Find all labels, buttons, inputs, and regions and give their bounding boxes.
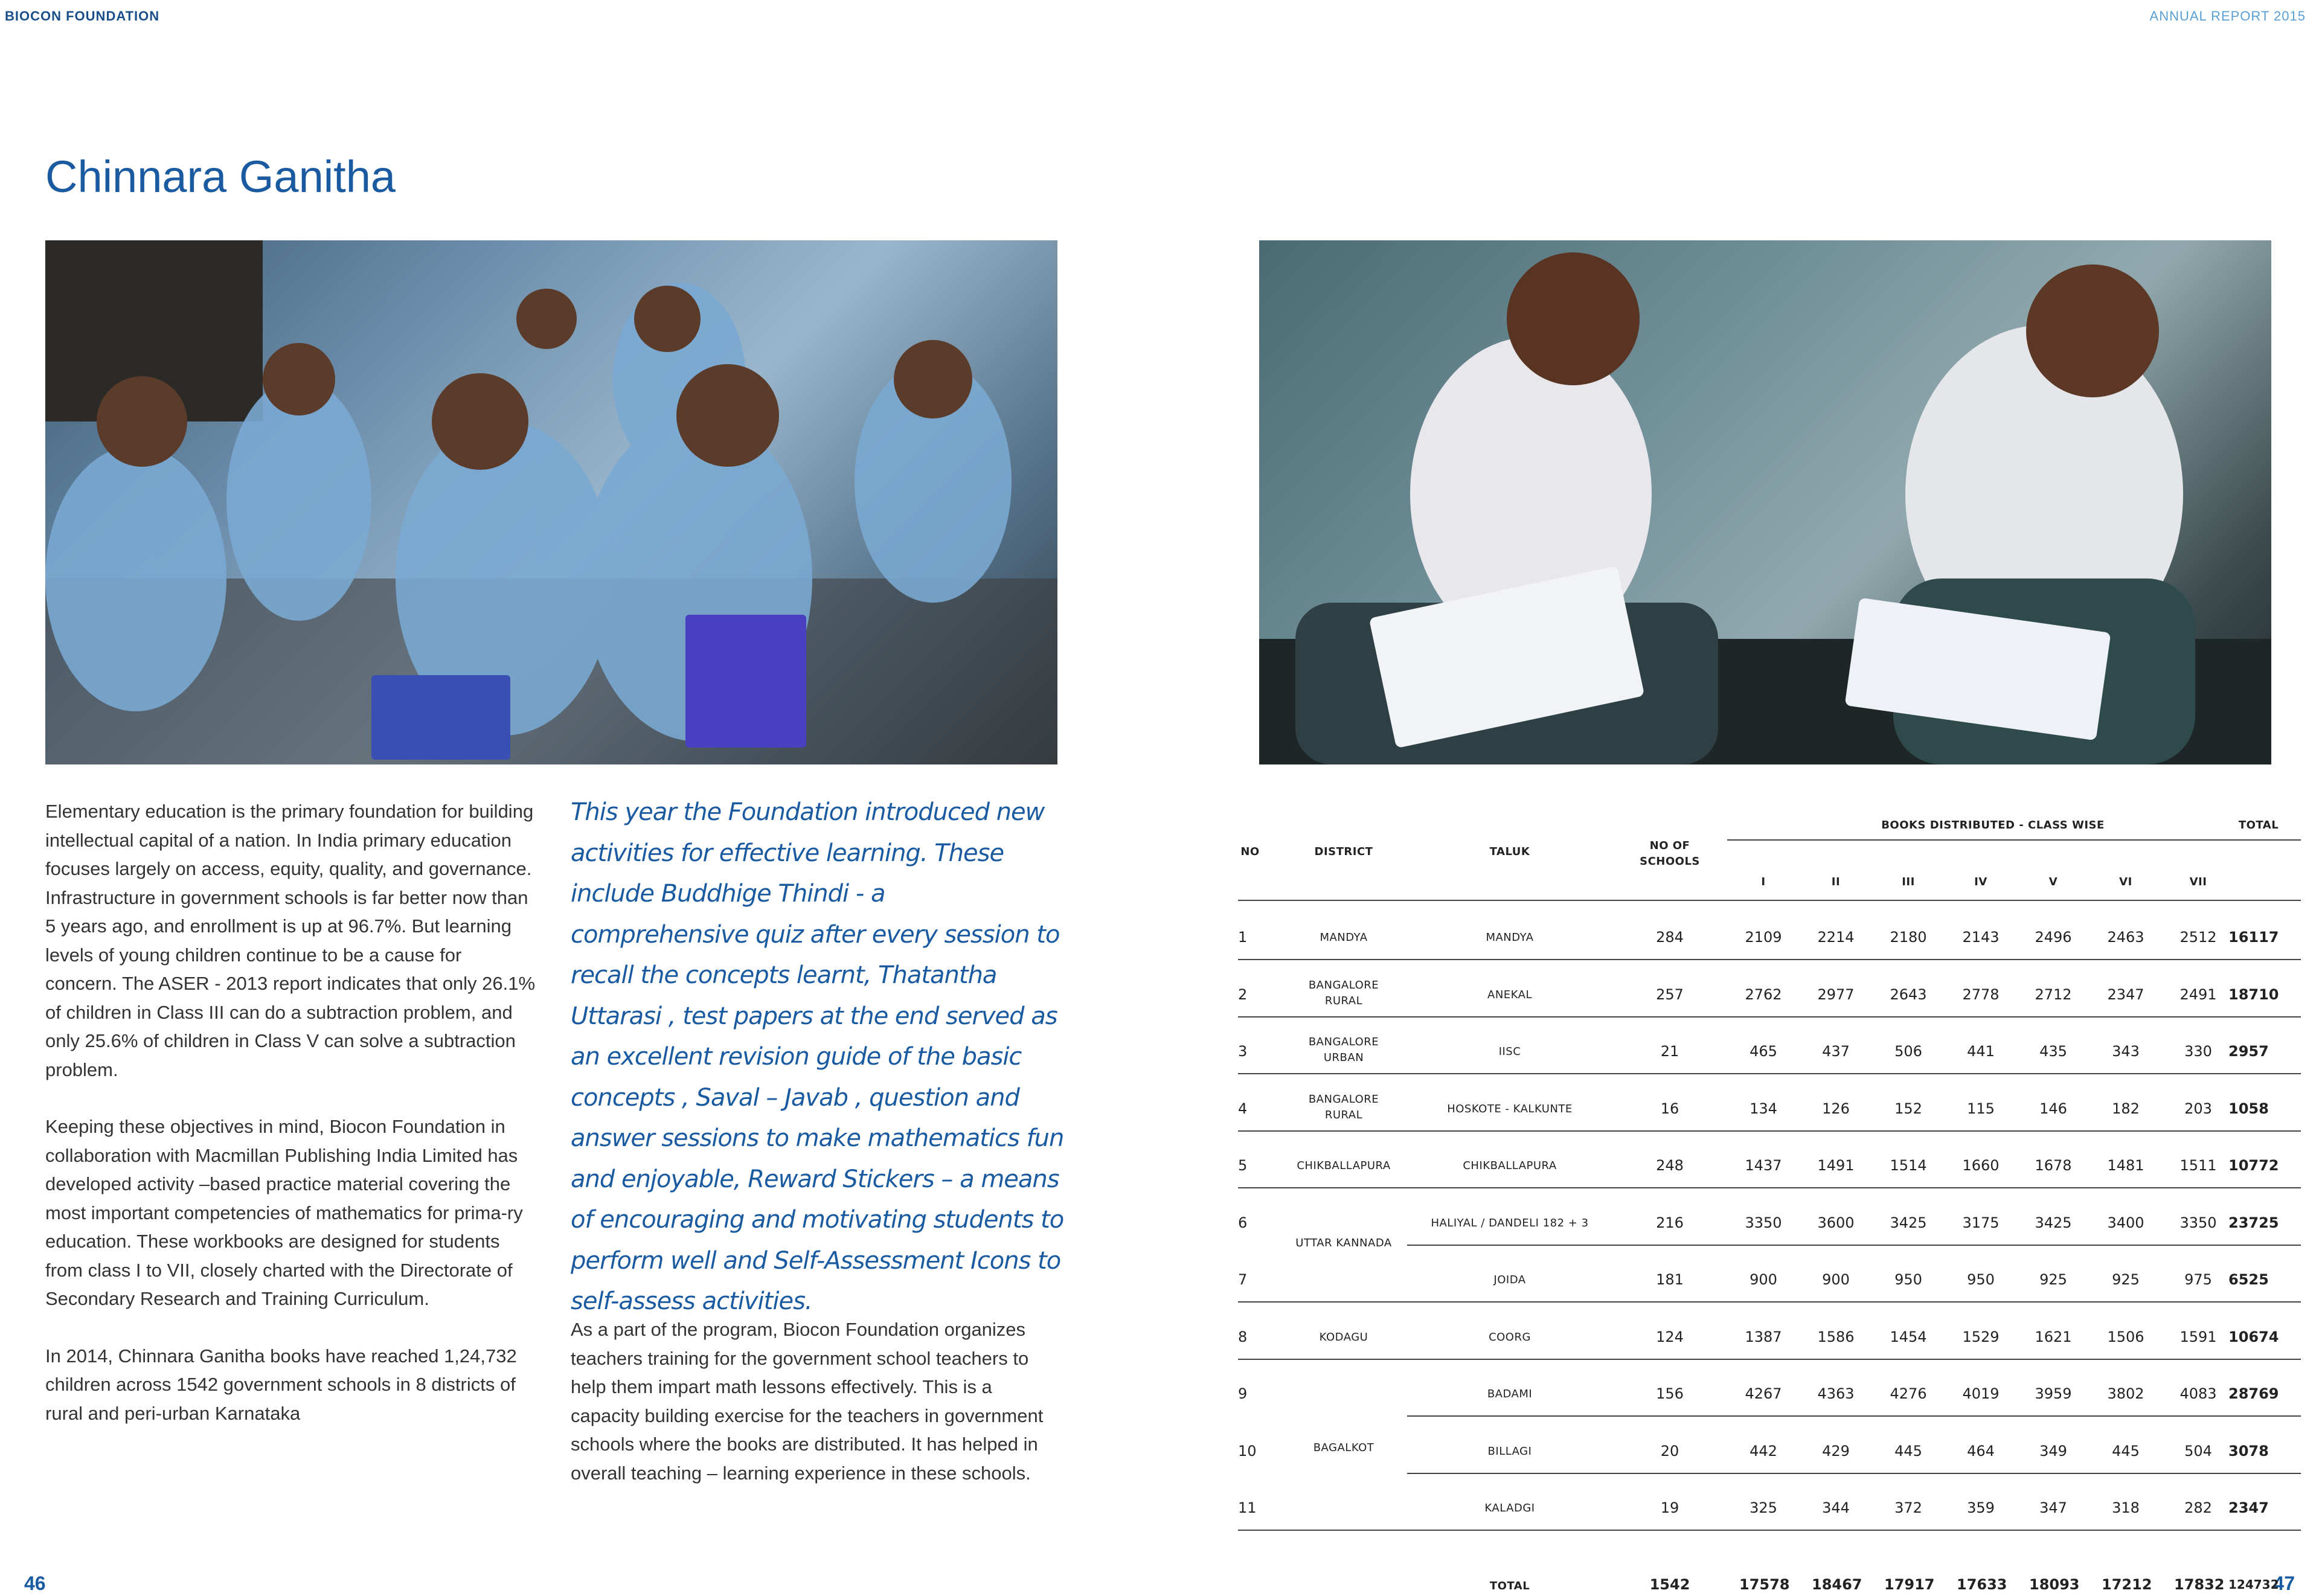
- class-2-cell: 2977: [1817, 985, 1855, 1003]
- class-7-cell: 975: [2184, 1271, 2212, 1288]
- header-class-6: VI: [2119, 876, 2132, 888]
- class-5-cell: 1621: [2035, 1328, 2072, 1345]
- row-number: 5: [1238, 1157, 1248, 1174]
- class-6-cell: 182: [2112, 1100, 2140, 1117]
- total-cell: 2347: [2228, 1499, 2269, 1516]
- district-cell: CHIKBALLAPURA: [1297, 1159, 1391, 1172]
- class-3-cell: 950: [1894, 1271, 1922, 1288]
- header-class-1: I: [1761, 876, 1766, 888]
- row-number: 7: [1238, 1271, 1248, 1288]
- header-class-2: II: [1831, 876, 1841, 888]
- class-4-cell: 441: [1967, 1043, 1995, 1060]
- class-2-cell: 4363: [1817, 1385, 1855, 1402]
- class-1-cell: 325: [1750, 1499, 1777, 1516]
- taluk-cell: HALIYAL / DANDELI 182 + 3: [1431, 1216, 1589, 1229]
- page-number-left: 46: [24, 1572, 46, 1594]
- class-4-cell: 3175: [1962, 1214, 2000, 1231]
- row-number: 11: [1238, 1499, 1257, 1516]
- class-7-cell: 2512: [2179, 929, 2217, 946]
- class-5-cell: 1678: [2035, 1157, 2072, 1174]
- schools-cell: 181: [1656, 1271, 1684, 1288]
- district-cell: BANGALORE RURAL: [1308, 1092, 1379, 1121]
- students-reading-photo: [1259, 240, 2271, 764]
- class-2-cell: 900: [1822, 1271, 1850, 1288]
- class-7-cell: 4083: [2179, 1385, 2217, 1402]
- class-4-cell: 359: [1967, 1499, 1995, 1516]
- row-rule: [1407, 1245, 2301, 1246]
- grand-total: 124732: [2228, 1577, 2279, 1592]
- class-5-cell: 435: [2039, 1043, 2067, 1060]
- row-rule: [1238, 1530, 2301, 1531]
- taluk-cell: MANDYA: [1486, 931, 1534, 944]
- header-district: DISTRICT: [1314, 845, 1373, 858]
- class-7-cell: 504: [2184, 1442, 2212, 1460]
- class-2-cell: 2214: [1817, 929, 1855, 946]
- class-3-cell: 4276: [1890, 1385, 1927, 1402]
- header-no: NO: [1240, 845, 1260, 858]
- header-books-group: BOOKS DISTRIBUTED - CLASS WISE: [1881, 819, 2105, 832]
- total-class-5: 18093: [2029, 1575, 2080, 1593]
- workbook: [371, 675, 510, 760]
- total-cell: 6525: [2228, 1271, 2269, 1288]
- taluk-cell: BADAMI: [1487, 1388, 1533, 1400]
- schools-cell: 16: [1660, 1100, 1679, 1117]
- class-4-cell: 2143: [1962, 929, 2000, 946]
- class-1-cell: 134: [1750, 1100, 1777, 1117]
- header-bottom-rule: [1238, 900, 2301, 901]
- schools-cell: 156: [1656, 1385, 1684, 1402]
- row-number: 9: [1238, 1385, 1248, 1402]
- taluk-cell: KALADGI: [1484, 1502, 1535, 1514]
- schools-cell: 284: [1656, 929, 1684, 946]
- class-6-cell: 2347: [2107, 985, 2144, 1003]
- schools-cell: 21: [1660, 1043, 1679, 1060]
- row-number: 8: [1238, 1328, 1248, 1345]
- schools-cell: 19: [1660, 1499, 1679, 1516]
- row-rule: [1238, 1359, 2301, 1360]
- class-5-cell: 925: [2039, 1271, 2067, 1288]
- row-rule: [1407, 1473, 2301, 1474]
- class-4-cell: 950: [1967, 1271, 1995, 1288]
- class-4-cell: 2778: [1962, 985, 2000, 1003]
- total-class-7: 17832: [2174, 1575, 2225, 1593]
- classroom-photo: [45, 240, 1057, 764]
- page-title: Chinnara Ganitha: [45, 151, 396, 202]
- taluk-cell: JOIDA: [1493, 1274, 1526, 1286]
- total-cell: 10772: [2228, 1157, 2279, 1174]
- taluk-cell: COORG: [1489, 1330, 1531, 1344]
- taluk-cell: BILLAGI: [1487, 1444, 1532, 1458]
- taluk-cell: CHIKBALLAPURA: [1463, 1159, 1557, 1172]
- class-6-cell: 2463: [2107, 929, 2144, 946]
- class-1-cell: 1387: [1745, 1328, 1782, 1345]
- class-4-cell: 4019: [1962, 1385, 2000, 1402]
- total-class-2: 18467: [1812, 1575, 1862, 1593]
- header-schools: NO OF SCHOOLS: [1640, 839, 1700, 868]
- class-6-cell: 3802: [2107, 1385, 2144, 1402]
- row-rule: [1238, 1187, 2301, 1188]
- total-cell: 10674: [2228, 1328, 2279, 1345]
- row-rule: [1238, 959, 2301, 960]
- taluk-cell: HOSKOTE - KALKUNTE: [1447, 1102, 1573, 1115]
- page-number-right: 47: [2273, 1572, 2295, 1594]
- schools-cell: 20: [1660, 1442, 1679, 1460]
- class-7-cell: 330: [2184, 1043, 2212, 1060]
- class-2-cell: 437: [1822, 1043, 1850, 1060]
- workbook-cover: [685, 615, 806, 748]
- row-number: 3: [1238, 1043, 1248, 1060]
- class-3-cell: 152: [1894, 1100, 1922, 1117]
- class-4-cell: 1529: [1962, 1328, 2000, 1345]
- class-6-cell: 318: [2112, 1499, 2140, 1516]
- row-rule: [1407, 1415, 2301, 1417]
- total-cell: 1058: [2228, 1100, 2269, 1117]
- class-5-cell: 2712: [2035, 985, 2072, 1003]
- teacher-training-paragraph: As a part of the program, Biocon Foundation organizes teachers training for the government school teachers to help them impart math lessons effectively. This is a capacity building exercise for the teachers in government schools where the books are distributed. It has helped in overall teaching – learning experience in these schools.: [571, 1319, 1044, 1484]
- row-number: 10: [1238, 1442, 1257, 1460]
- class-5-cell: 347: [2039, 1499, 2067, 1516]
- row-rule: [1238, 1301, 2301, 1303]
- class-1-cell: 465: [1750, 1043, 1777, 1060]
- class-2-cell: 429: [1822, 1442, 1850, 1460]
- header-total: TOTAL: [2238, 819, 2279, 832]
- class-1-cell: 2762: [1745, 985, 1782, 1003]
- class-3-cell: 372: [1894, 1499, 1922, 1516]
- total-class-1: 17578: [1739, 1575, 1790, 1593]
- pull-quote: This year the Foundation introduced new activities for effective learning. These include Buddhige Thindi - a comprehensive quiz after every session to recall the concepts learnt, Thatantha Uttarasi , test papers at the end served as an excellent revision guide of the basic concepts , Saval – Javab , question and answer sessions to make mathematics fun and enjoyable, Reward Stickers – a means of encouraging and motivating students to perform well and Self-Assessment Icons to self-assess activities.: [571, 798, 1064, 1315]
- intro-column: [45, 797, 537, 1456]
- schools-cell: 216: [1656, 1214, 1684, 1231]
- class-3-cell: 1514: [1890, 1157, 1927, 1174]
- class-6-cell: 1481: [2107, 1157, 2144, 1174]
- row-rule: [1238, 1073, 2301, 1074]
- total-cell: 16117: [2228, 929, 2279, 946]
- class-7-cell: 203: [2184, 1100, 2212, 1117]
- class-3-cell: 2180: [1890, 929, 1927, 946]
- paragraph: In 2014, Chinnara Ganitha books have reached 1,24,732 children across 1542 government schools in 8 districts of rural and peri-urban Karnataka: [45, 1345, 517, 1424]
- district-cell: KODAGU: [1319, 1330, 1368, 1344]
- girl-head: [2026, 264, 2159, 397]
- boy-head: [1507, 252, 1640, 385]
- header-class-3: III: [1902, 876, 1915, 888]
- class-3-cell: 506: [1894, 1043, 1922, 1060]
- total-cell: 2957: [2228, 1043, 2269, 1060]
- schools-cell: 257: [1656, 985, 1684, 1003]
- class-5-cell: 146: [2039, 1100, 2067, 1117]
- taluk-cell: IISC: [1498, 1045, 1521, 1058]
- class-3-cell: 445: [1894, 1442, 1922, 1460]
- district-merged-bagalkot: BAGALKOT: [1313, 1441, 1374, 1454]
- district-cell: BANGALORE URBAN: [1308, 1036, 1379, 1064]
- class-2-cell: 1491: [1817, 1157, 1855, 1174]
- taluk-cell: ANEKAL: [1487, 988, 1532, 1001]
- class-1-cell: 2109: [1745, 929, 1782, 946]
- paragraph: Keeping these objectives in mind, Biocon Foundation in collaboration with Macmillan Publishing India Limited has developed activity –based practice material covering the most important competencies of mathematics for prima-ry education. These workbooks are designed for students from class I to VII, closely charted with the Directorate of Secondary Research and Training Curriculum.: [45, 1116, 523, 1309]
- row-number: 2: [1238, 985, 1248, 1003]
- district-cell: BANGALORE RURAL: [1308, 978, 1379, 1007]
- class-5-cell: 2496: [2035, 929, 2072, 946]
- row-rule: [1238, 1016, 2301, 1018]
- class-4-cell: 1660: [1962, 1157, 2000, 1174]
- class-1-cell: 4267: [1745, 1385, 1782, 1402]
- row-number: 4: [1238, 1100, 1248, 1117]
- class-2-cell: 1586: [1817, 1328, 1855, 1345]
- class-4-cell: 115: [1967, 1100, 1995, 1117]
- class-1-cell: 442: [1750, 1442, 1777, 1460]
- class-7-cell: 1511: [2179, 1157, 2217, 1174]
- class-4-cell: 464: [1967, 1442, 1995, 1460]
- class-6-cell: 445: [2112, 1442, 2140, 1460]
- class-3-cell: 2643: [1890, 985, 1927, 1003]
- class-3-cell: 1454: [1890, 1328, 1927, 1345]
- class-2-cell: 344: [1822, 1499, 1850, 1516]
- row-number: 6: [1238, 1214, 1248, 1231]
- total-cell: 3078: [2228, 1442, 2269, 1460]
- class-5-cell: 3959: [2035, 1385, 2072, 1402]
- class-5-cell: 3425: [2035, 1214, 2072, 1231]
- row-rule: [1238, 1130, 2301, 1132]
- header-class-7: VII: [2189, 876, 2207, 888]
- class-1-cell: 900: [1750, 1271, 1777, 1288]
- class-1-cell: 1437: [1745, 1157, 1782, 1174]
- class-2-cell: 3600: [1817, 1214, 1855, 1231]
- publisher-name: BIOCON FOUNDATION: [5, 8, 160, 24]
- total-class-4: 17633: [1957, 1575, 2007, 1593]
- header-class-5: V: [2048, 876, 2058, 888]
- class-6-cell: 3400: [2107, 1214, 2144, 1231]
- class-7-cell: 1591: [2179, 1328, 2217, 1345]
- class-2-cell: 126: [1822, 1100, 1850, 1117]
- class-3-cell: 3425: [1890, 1214, 1927, 1231]
- class-7-cell: 2491: [2179, 985, 2217, 1003]
- total-schools: 1542: [1649, 1575, 1690, 1593]
- class-6-cell: 343: [2112, 1043, 2140, 1060]
- total-cell: 28769: [2228, 1385, 2279, 1402]
- total-class-3: 17917: [1884, 1575, 1935, 1593]
- total-cell: 18710: [2228, 985, 2279, 1003]
- total-cell: 23725: [2228, 1214, 2279, 1231]
- row-number: 1: [1238, 929, 1248, 946]
- paragraph: Elementary education is the primary foundation for building intellectual capital of a nation. In India primary education focuses largely on access, equity, quality, and governance. Infrastructure in government schools is far better now than 5 years ago, and enrollment is up at 96.7%. But learning levels of young children continue to be a cause for concern. The ASER - 2013 report indicates that only 26.1% of children in Class III can do a subtraction problem, and only 25.6% of children in Class V can solve a subtraction problem.: [45, 801, 536, 1080]
- header-taluk: TALUK: [1489, 845, 1530, 858]
- class-1-cell: 3350: [1745, 1214, 1782, 1231]
- report-title: ANNUAL REPORT 2015: [2149, 8, 2306, 24]
- total-label: TOTAL: [1489, 1579, 1530, 1592]
- district-cell: MANDYA: [1320, 931, 1368, 944]
- header-class-4: IV: [1974, 876, 1987, 888]
- class-7-cell: 282: [2184, 1499, 2212, 1516]
- schools-cell: 248: [1656, 1157, 1684, 1174]
- header-rule: [1727, 839, 2301, 841]
- class-6-cell: 1506: [2107, 1328, 2144, 1345]
- total-class-6: 17212: [2102, 1575, 2152, 1593]
- class-5-cell: 349: [2039, 1442, 2067, 1460]
- schools-cell: 124: [1656, 1328, 1684, 1345]
- district-merged-uttar-kannada: UTTAR KANNADA: [1295, 1237, 1392, 1249]
- class-6-cell: 925: [2112, 1271, 2140, 1288]
- class-7-cell: 3350: [2179, 1214, 2217, 1231]
